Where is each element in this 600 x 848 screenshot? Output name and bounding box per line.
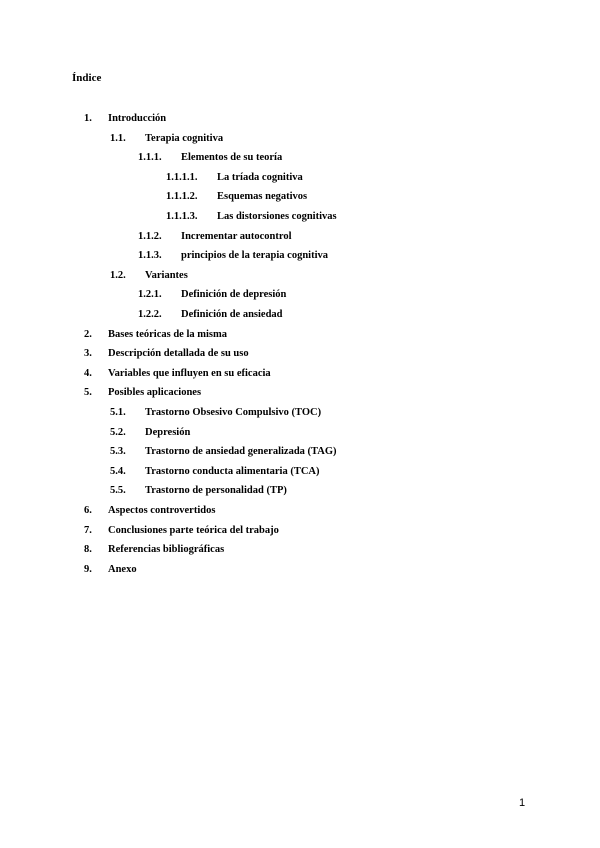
- toc-entry-number: 3.: [84, 348, 92, 360]
- toc-entry-number: 5.1.: [110, 407, 126, 418]
- toc-entry-label: Referencias bibliográficas: [108, 544, 225, 556]
- toc-entry-number: 8.: [84, 544, 92, 556]
- toc-entry-number: 1.1.: [110, 132, 126, 144]
- toc-entry-number: 5.3.: [110, 446, 126, 458]
- toc-entry-number: 1.2.2.: [138, 309, 162, 320]
- toc-entry-number: 1.1.1.1.: [166, 171, 198, 183]
- toc-entry-label: principios de la terapia cognitiva: [181, 250, 328, 262]
- toc-entry-label: Bases teóricas de la misma: [108, 328, 227, 340]
- toc-entry-label: Depresión: [145, 426, 191, 438]
- toc-entry-label: Definición de depresión: [181, 289, 287, 301]
- toc-entry-number: 1.1.3.: [138, 250, 162, 262]
- toc-entry-number: 1.: [84, 113, 92, 124]
- toc-entry-number: 5.2.: [110, 426, 126, 438]
- toc-entry-label: Elementos de su teoría: [181, 152, 283, 164]
- toc-entry-number: 1.2.1.: [138, 289, 162, 301]
- toc-entry-label: Variantes: [145, 269, 188, 281]
- toc-entry-number: 1.1.1.: [138, 152, 162, 164]
- toc-entry-label: Trastorno conducta alimentaria (TCA): [145, 465, 320, 477]
- toc-entry-number: 6.: [84, 505, 92, 516]
- toc-entry-label: Descripción detallada de su uso: [108, 348, 249, 360]
- toc-entry-label: Conclusiones parte teórica del trabajo: [108, 524, 279, 536]
- page-number: 1: [519, 797, 526, 809]
- toc-entry-number: 1.1.1.2.: [166, 191, 198, 203]
- toc-entry-number: 1.2.: [110, 269, 126, 281]
- toc-entry-label: Variables que influyen en su eficacia: [108, 367, 271, 379]
- toc-entry-number: 5.4.: [110, 465, 126, 477]
- toc-entry-number: 4.: [84, 367, 92, 379]
- toc-entry-number: 5.: [84, 387, 92, 399]
- toc-entry-label: Posibles aplicaciones: [108, 387, 202, 399]
- toc-entry-number: 1.1.2.: [138, 230, 162, 242]
- page-title: Índice: [72, 72, 102, 84]
- toc-entry-label: Aspectos controvertidos: [108, 505, 216, 516]
- toc-entry-label: Trastorno Obsesivo Compulsivo (TOC): [145, 407, 322, 418]
- toc-entry-number: 7.: [84, 524, 92, 536]
- toc-entry-label: La tríada cognitiva: [217, 171, 303, 183]
- toc-entry-label: Introducción: [108, 113, 167, 124]
- toc-entry-number: 5.5.: [110, 485, 126, 497]
- toc-entry-label: Trastorno de personalidad (TP): [145, 485, 287, 497]
- toc-entry-label: Anexo: [108, 563, 137, 575]
- toc-entry-label: Terapia cognitiva: [145, 132, 224, 144]
- toc-entry-number: 2.: [84, 328, 92, 340]
- toc-entry-number: 9.: [84, 563, 92, 575]
- toc-entry-label: Incrementar autocontrol: [181, 230, 292, 242]
- toc-entry-label: Trastorno de ansiedad generalizada (TAG): [145, 446, 337, 458]
- toc-entry-label: Definición de ansiedad: [181, 309, 283, 320]
- toc-entry-number: 1.1.1.3.: [166, 211, 198, 222]
- toc-entry-label: Las distorsiones cognitivas: [217, 211, 337, 222]
- toc-entry-label: Esquemas negativos: [217, 191, 308, 203]
